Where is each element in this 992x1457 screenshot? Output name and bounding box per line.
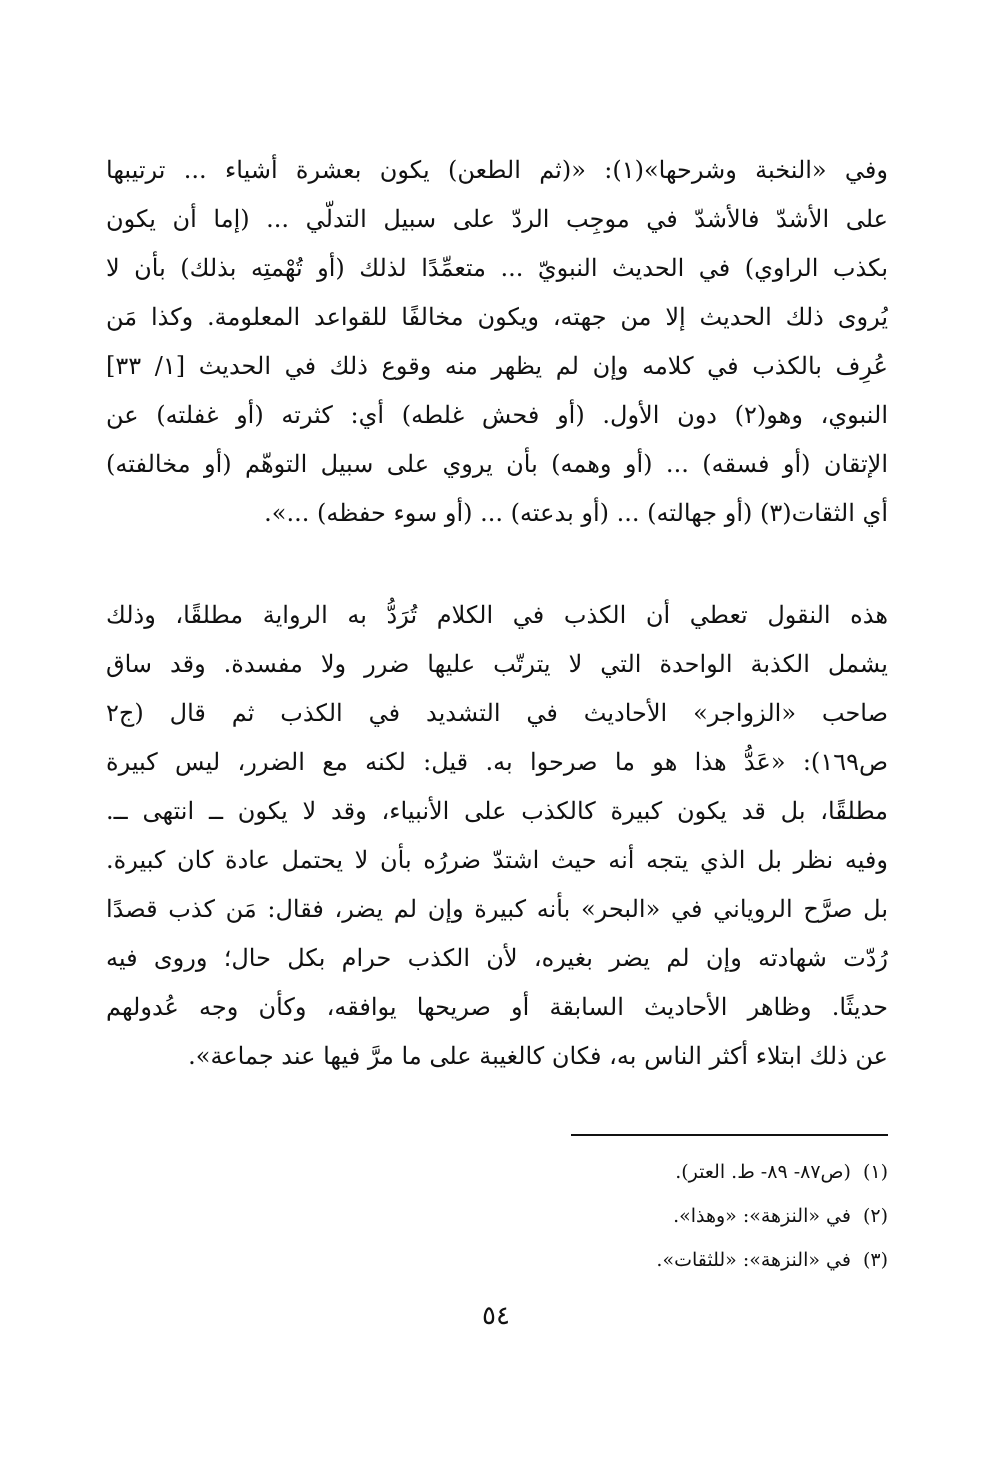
footnote-number: (٣) bbox=[862, 1249, 888, 1271]
footnote-text: (ص٨٧- ٨٩- ط. العتر). bbox=[675, 1161, 851, 1183]
text-line: رُدّت شهادته وإن لم يضر بغيره، لأن الكذب حرام بكل حال؛ وروى فيه bbox=[106, 944, 888, 972]
footnote-2 bbox=[388, 1194, 888, 1238]
footnote-text: في «النزهة»: «للثقات». bbox=[656, 1249, 851, 1271]
text-line: حديثًا. وظاهر الأحاديث السابقة أو صريحها يوافقه، وكأن وجه عُدولهم bbox=[106, 993, 888, 1021]
paragraph-2 bbox=[106, 591, 888, 1081]
footnote-divider bbox=[571, 1134, 888, 1136]
footnote-text: في «النزهة»: «وهذا». bbox=[673, 1205, 851, 1227]
footnote-number: (١) bbox=[862, 1161, 888, 1183]
footnotes bbox=[388, 1150, 888, 1282]
text-line: الإتقان (أو فسقه) ... (أو وهمه) بأن يروي على سبيل التوهّم (أو مخالفته) bbox=[106, 450, 888, 478]
text-line: مطلقًا، بل قد يكون كبيرة كالكذب على الأنبياء، وقد لا يكون ــ انتهى ــ. bbox=[106, 797, 888, 825]
text-line: ص١٦٩): «عَدُّ هذا هو ما صرحوا به. قيل: لكنه مع الضرر، ليس كبيرة bbox=[106, 748, 888, 776]
footnote-number: (٢) bbox=[862, 1205, 888, 1227]
paragraph-1 bbox=[106, 146, 888, 538]
text-line: عُرِف بالكذب في كلامه وإن لم يظهر منه وقوع ذلك في الحديث [١/ ٣٣] bbox=[106, 352, 888, 380]
text-line: وفي «النخبة وشرحها»(١): «(ثم الطعن) يكون بعشرة أشياء ... ترتيبها bbox=[106, 156, 888, 184]
footnote-3 bbox=[388, 1238, 888, 1282]
text-line: على الأشدّ فالأشدّ في موجِب الردّ على سبيل التدلّي ... (إما أن يكون bbox=[106, 205, 888, 233]
text-line: النبوي، وهو(٢) دون الأول. (أو فحش غلطه) أي: كثرته (أو غفلته) عن bbox=[106, 401, 888, 429]
text-line: يشمل الكذبة الواحدة التي لا يترتّب عليها ضرر ولا مفسدة. وقد ساق bbox=[106, 650, 888, 678]
text-line: أي الثقات(٣) (أو جهالته) ... (أو بدعته) ... (أو سوء حفظه) ...». bbox=[264, 499, 888, 527]
footnote-1 bbox=[388, 1150, 888, 1194]
text-line: بكذب الراوي) في الحديث النبويّ ... متعمِّدًا لذلك (أو تُهْمتِه بذلك) بأن لا bbox=[106, 254, 888, 282]
text-line: بل صرَّح الروياني في «البحر» بأنه كبيرة وإن لم يضر، فقال: مَن كذب قصدًا bbox=[106, 895, 888, 923]
page-number: ٥٤ bbox=[482, 1301, 510, 1331]
text-line: صاحب «الزواجر» الأحاديث في التشديد في الكذب ثم قال (ج٢ bbox=[106, 699, 888, 727]
text-line: وفيه نظر بل الذي يتجه أنه حيث اشتدّ ضررُه بأن لا يحتمل عادة كان كبيرة. bbox=[106, 846, 888, 874]
text-line: يُروى ذلك الحديث إلا من جهته، ويكون مخالفًا للقواعد المعلومة. وكذا مَن bbox=[106, 303, 888, 331]
text-line: عن ذلك ابتلاء أكثر الناس به، فكان كالغيبة على ما مرَّ فيها عند جماعة». bbox=[188, 1042, 888, 1070]
text-line: هذه النقول تعطي أن الكذب في الكلام تُرَدُّ به الرواية مطلقًا، وذلك bbox=[106, 601, 888, 629]
